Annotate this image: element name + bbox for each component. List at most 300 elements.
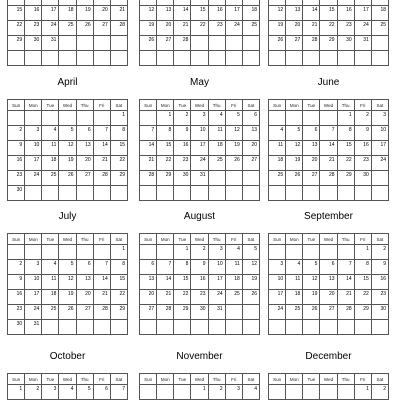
day-cell xyxy=(93,51,110,66)
day-cell xyxy=(76,51,93,66)
weekday-header-row xyxy=(269,234,389,245)
day-cell: 15 xyxy=(157,141,174,156)
day-cell: 17 xyxy=(354,6,371,21)
day-cell: 6 xyxy=(93,385,110,400)
day-cell: 28 xyxy=(93,171,110,186)
day-cell: 16 xyxy=(337,6,354,21)
day-cell: 17 xyxy=(42,6,59,21)
day-cell: 20 xyxy=(76,156,93,171)
day-cell xyxy=(354,320,371,335)
weekday-label: Fri xyxy=(225,100,242,111)
month-grid xyxy=(268,373,389,400)
day-cell: 17 xyxy=(225,6,242,21)
month-calendar-oct xyxy=(7,351,128,400)
day-cell: 18 xyxy=(59,6,76,21)
month-grid xyxy=(7,233,128,335)
day-cell xyxy=(269,385,286,400)
month-title: November xyxy=(176,351,223,362)
day-cell: 14 xyxy=(337,275,354,290)
day-cell: 22 xyxy=(110,290,127,305)
day-cell xyxy=(320,51,337,66)
day-cell: 5 xyxy=(76,385,93,400)
week-row xyxy=(140,305,260,320)
day-cell xyxy=(337,245,354,260)
day-cell: 1 xyxy=(337,111,354,126)
day-cell: 15 xyxy=(8,6,25,21)
month-grid xyxy=(7,99,128,201)
day-cell: 26 xyxy=(303,305,320,320)
day-cell xyxy=(269,111,286,126)
day-cell: 29 xyxy=(8,36,25,51)
day-cell: 1 xyxy=(191,385,208,400)
day-cell: 27 xyxy=(242,156,259,171)
week-row xyxy=(269,385,389,400)
day-cell xyxy=(25,186,42,201)
weekday-header-row xyxy=(269,374,389,385)
day-cell: 21 xyxy=(110,6,127,21)
day-cell: 6 xyxy=(76,260,93,275)
day-cell: 25 xyxy=(286,305,303,320)
day-cell: 27 xyxy=(140,305,157,320)
weekday-label: Sun xyxy=(269,100,286,111)
weekday-label: Sun xyxy=(269,234,286,245)
day-cell: 27 xyxy=(76,305,93,320)
day-cell: 20 xyxy=(286,21,303,36)
week-row xyxy=(140,141,260,156)
day-cell: 30 xyxy=(354,171,371,186)
day-cell: 2 xyxy=(354,111,371,126)
day-cell: 18 xyxy=(242,6,259,21)
day-cell xyxy=(191,320,208,335)
day-cell: 20 xyxy=(303,156,320,171)
day-cell xyxy=(242,51,259,66)
day-cell xyxy=(110,51,127,66)
weekday-label: Mon xyxy=(157,100,174,111)
week-row xyxy=(8,36,128,51)
day-cell xyxy=(242,186,259,201)
day-cell: 17 xyxy=(371,141,388,156)
day-cell: 29 xyxy=(157,171,174,186)
day-cell: 6 xyxy=(320,260,337,275)
day-cell xyxy=(174,51,191,66)
month-title: September xyxy=(304,211,353,222)
month-calendar-jul xyxy=(7,211,128,335)
day-cell: 11 xyxy=(225,260,242,275)
day-cell: 13 xyxy=(76,141,93,156)
weekday-label: Sun xyxy=(269,374,286,385)
day-cell: 21 xyxy=(337,290,354,305)
day-cell: 3 xyxy=(225,385,242,400)
day-cell: 25 xyxy=(225,290,242,305)
day-cell: 15 xyxy=(320,6,337,21)
day-cell xyxy=(191,51,208,66)
day-cell: 5 xyxy=(303,260,320,275)
day-cell: 31 xyxy=(208,305,225,320)
day-cell xyxy=(140,186,157,201)
day-cell: 15 xyxy=(110,275,127,290)
day-cell: 1 xyxy=(8,385,25,400)
day-cell: 2 xyxy=(371,245,388,260)
week-row xyxy=(8,275,128,290)
day-cell xyxy=(225,51,242,66)
week-row xyxy=(269,290,389,305)
day-cell xyxy=(303,51,320,66)
day-cell: 3 xyxy=(25,260,42,275)
day-cell: 17 xyxy=(25,156,42,171)
day-cell xyxy=(320,385,337,400)
day-cell: 12 xyxy=(269,6,286,21)
weekday-label: Mon xyxy=(157,374,174,385)
day-cell: 7 xyxy=(320,126,337,141)
month-grid xyxy=(139,233,260,335)
day-cell xyxy=(8,111,25,126)
day-cell: 23 xyxy=(208,21,225,36)
month-grid xyxy=(7,0,128,66)
day-cell: 9 xyxy=(174,126,191,141)
day-cell xyxy=(140,111,157,126)
day-cell xyxy=(337,186,354,201)
day-cell: 12 xyxy=(286,141,303,156)
day-cell: 16 xyxy=(354,141,371,156)
week-row xyxy=(140,51,260,66)
weekday-label: Thu xyxy=(208,374,225,385)
week-row xyxy=(269,156,389,171)
week-row xyxy=(269,305,389,320)
month-calendar-feb xyxy=(139,0,260,66)
day-cell: 3 xyxy=(42,385,59,400)
month-grid xyxy=(139,373,260,400)
day-cell xyxy=(242,171,259,186)
day-cell xyxy=(225,305,242,320)
day-cell: 27 xyxy=(76,171,93,186)
day-cell xyxy=(225,36,242,51)
week-row xyxy=(8,156,128,171)
day-cell: 16 xyxy=(8,156,25,171)
day-cell xyxy=(110,186,127,201)
weekday-label: Fri xyxy=(354,374,371,385)
day-cell: 15 xyxy=(110,141,127,156)
day-cell: 4 xyxy=(242,385,259,400)
weekday-label: Tue xyxy=(42,374,59,385)
day-cell: 4 xyxy=(286,260,303,275)
day-cell: 7 xyxy=(93,126,110,141)
week-row xyxy=(8,51,128,66)
day-cell xyxy=(93,111,110,126)
weekday-label: Sat xyxy=(242,100,259,111)
day-cell xyxy=(269,245,286,260)
day-cell: 21 xyxy=(320,156,337,171)
day-cell: 27 xyxy=(320,305,337,320)
week-row xyxy=(269,36,389,51)
week-row xyxy=(8,290,128,305)
day-cell: 24 xyxy=(25,171,42,186)
day-cell: 18 xyxy=(225,275,242,290)
weekday-label: Thu xyxy=(76,234,93,245)
day-cell xyxy=(8,245,25,260)
week-row xyxy=(140,156,260,171)
day-cell xyxy=(59,111,76,126)
day-cell: 26 xyxy=(225,156,242,171)
day-cell: 7 xyxy=(140,126,157,141)
day-cell xyxy=(371,36,388,51)
day-cell: 25 xyxy=(42,171,59,186)
day-cell: 14 xyxy=(93,275,110,290)
day-cell: 18 xyxy=(371,6,388,21)
day-cell: 18 xyxy=(208,141,225,156)
day-cell: 1 xyxy=(110,245,127,260)
day-cell: 22 xyxy=(174,290,191,305)
week-row xyxy=(269,260,389,275)
day-cell: 6 xyxy=(242,111,259,126)
week-row xyxy=(269,171,389,186)
day-cell xyxy=(59,245,76,260)
week-row xyxy=(8,305,128,320)
day-cell: 5 xyxy=(59,260,76,275)
weekday-label: Sat xyxy=(110,100,127,111)
day-cell: 26 xyxy=(140,36,157,51)
day-cell: 7 xyxy=(157,260,174,275)
day-cell: 19 xyxy=(225,141,242,156)
day-cell: 29 xyxy=(354,305,371,320)
day-cell xyxy=(93,245,110,260)
week-row xyxy=(8,186,128,201)
week-row xyxy=(269,186,389,201)
day-cell: 28 xyxy=(303,36,320,51)
weekday-label: Sun xyxy=(140,234,157,245)
day-cell: 8 xyxy=(110,260,127,275)
day-cell: 4 xyxy=(225,245,242,260)
month-grid xyxy=(139,0,260,66)
week-row xyxy=(8,126,128,141)
day-cell: 5 xyxy=(242,245,259,260)
week-row xyxy=(140,290,260,305)
day-cell xyxy=(93,320,110,335)
week-row xyxy=(140,111,260,126)
month-title: May xyxy=(190,77,209,88)
day-cell xyxy=(242,305,259,320)
day-cell: 4 xyxy=(208,111,225,126)
day-cell: 3 xyxy=(269,260,286,275)
day-cell: 9 xyxy=(371,260,388,275)
day-cell: 30 xyxy=(8,186,25,201)
week-row xyxy=(140,245,260,260)
day-cell: 2 xyxy=(8,260,25,275)
day-cell: 4 xyxy=(269,126,286,141)
day-cell xyxy=(76,245,93,260)
weekday-label: Tue xyxy=(42,100,59,111)
day-cell: 29 xyxy=(337,171,354,186)
day-cell: 25 xyxy=(59,21,76,36)
day-cell: 3 xyxy=(208,245,225,260)
day-cell: 17 xyxy=(208,275,225,290)
weekday-label: Mon xyxy=(286,374,303,385)
day-cell xyxy=(25,245,42,260)
month-grid xyxy=(268,0,389,66)
weekday-label: Tue xyxy=(174,374,191,385)
day-cell: 22 xyxy=(320,21,337,36)
day-cell: 31 xyxy=(25,320,42,335)
weekday-label: Thu xyxy=(76,100,93,111)
day-cell: 12 xyxy=(59,141,76,156)
day-cell: 5 xyxy=(286,126,303,141)
day-cell xyxy=(140,245,157,260)
day-cell xyxy=(191,36,208,51)
day-cell: 18 xyxy=(42,290,59,305)
day-cell: 19 xyxy=(59,290,76,305)
day-cell: 10 xyxy=(208,260,225,275)
day-cell: 19 xyxy=(303,290,320,305)
day-cell: 1 xyxy=(110,111,127,126)
weekday-label: Wed xyxy=(59,100,76,111)
day-cell xyxy=(337,320,354,335)
weekday-label: Thu xyxy=(76,374,93,385)
day-cell: 21 xyxy=(140,156,157,171)
weekday-header-row xyxy=(269,100,389,111)
day-cell: 19 xyxy=(59,156,76,171)
day-cell: 23 xyxy=(8,171,25,186)
day-cell: 31 xyxy=(354,36,371,51)
day-cell: 6 xyxy=(303,126,320,141)
day-cell xyxy=(25,51,42,66)
day-cell: 18 xyxy=(269,156,286,171)
day-cell: 29 xyxy=(320,36,337,51)
day-cell: 19 xyxy=(76,6,93,21)
weekday-label: Mon xyxy=(25,100,42,111)
day-cell: 8 xyxy=(157,126,174,141)
day-cell: 14 xyxy=(320,141,337,156)
weekday-label: Wed xyxy=(320,374,337,385)
day-cell xyxy=(286,320,303,335)
day-cell: 24 xyxy=(371,156,388,171)
week-row xyxy=(8,245,128,260)
weekday-label: Thu xyxy=(337,374,354,385)
day-cell: 2 xyxy=(174,111,191,126)
day-cell xyxy=(303,111,320,126)
day-cell: 11 xyxy=(269,141,286,156)
day-cell: 10 xyxy=(371,126,388,141)
day-cell xyxy=(42,111,59,126)
weekday-label: Thu xyxy=(337,100,354,111)
day-cell xyxy=(42,245,59,260)
day-cell: 1 xyxy=(174,245,191,260)
day-cell xyxy=(303,385,320,400)
day-cell: 11 xyxy=(42,275,59,290)
day-cell: 14 xyxy=(93,141,110,156)
week-row xyxy=(269,51,389,66)
day-cell: 13 xyxy=(76,275,93,290)
day-cell: 13 xyxy=(303,141,320,156)
day-cell: 1 xyxy=(354,245,371,260)
month-calendar-nov xyxy=(139,351,260,400)
day-cell: 26 xyxy=(242,290,259,305)
day-cell: 19 xyxy=(140,21,157,36)
weekday-header-row xyxy=(8,234,128,245)
day-cell: 12 xyxy=(303,275,320,290)
month-title: December xyxy=(305,351,352,362)
weekday-label: Mon xyxy=(286,234,303,245)
day-cell: 1 xyxy=(157,111,174,126)
day-cell: 23 xyxy=(174,156,191,171)
day-cell: 27 xyxy=(303,171,320,186)
week-row xyxy=(140,320,260,335)
day-cell xyxy=(337,51,354,66)
day-cell: 20 xyxy=(76,290,93,305)
day-cell xyxy=(225,171,242,186)
weekday-label: Tue xyxy=(174,100,191,111)
day-cell: 26 xyxy=(59,305,76,320)
day-cell xyxy=(110,320,127,335)
week-row xyxy=(269,111,389,126)
weekday-label: Wed xyxy=(191,234,208,245)
weekday-label: Sat xyxy=(371,374,388,385)
day-cell: 25 xyxy=(42,305,59,320)
week-row xyxy=(269,245,389,260)
day-cell xyxy=(225,320,242,335)
day-cell xyxy=(157,320,174,335)
day-cell: 25 xyxy=(269,171,286,186)
day-cell: 30 xyxy=(8,320,25,335)
day-cell: 18 xyxy=(286,290,303,305)
day-cell: 10 xyxy=(25,275,42,290)
day-cell: 30 xyxy=(371,305,388,320)
day-cell xyxy=(320,245,337,260)
day-cell: 21 xyxy=(174,21,191,36)
day-cell: 28 xyxy=(157,305,174,320)
day-cell: 7 xyxy=(93,260,110,275)
day-cell xyxy=(269,320,286,335)
day-cell xyxy=(225,186,242,201)
weekday-header-row xyxy=(140,100,260,111)
day-cell: 29 xyxy=(174,305,191,320)
day-cell: 23 xyxy=(337,21,354,36)
day-cell: 10 xyxy=(191,126,208,141)
weekday-label: Sun xyxy=(8,100,25,111)
day-cell: 4 xyxy=(42,260,59,275)
weekday-label: Sun xyxy=(8,234,25,245)
weekday-label: Fri xyxy=(225,374,242,385)
day-cell xyxy=(59,186,76,201)
day-cell: 16 xyxy=(174,141,191,156)
day-cell xyxy=(337,385,354,400)
week-row xyxy=(269,126,389,141)
day-cell: 22 xyxy=(8,21,25,36)
day-cell: 11 xyxy=(286,275,303,290)
day-cell: 13 xyxy=(286,6,303,21)
weekday-label: Tue xyxy=(42,234,59,245)
day-cell: 27 xyxy=(286,36,303,51)
month-calendar-may xyxy=(139,77,260,201)
day-cell: 12 xyxy=(242,260,259,275)
day-cell: 27 xyxy=(93,21,110,36)
day-cell: 14 xyxy=(174,6,191,21)
weekday-label: Mon xyxy=(157,234,174,245)
day-cell: 23 xyxy=(25,21,42,36)
month-title: July xyxy=(58,211,77,222)
weekday-label: Wed xyxy=(320,234,337,245)
day-cell: 29 xyxy=(110,171,127,186)
weekday-label: Sat xyxy=(110,374,127,385)
day-cell xyxy=(174,320,191,335)
week-row xyxy=(269,141,389,156)
day-cell: 23 xyxy=(354,156,371,171)
day-cell: 6 xyxy=(140,260,157,275)
weekday-label: Fri xyxy=(93,100,110,111)
day-cell xyxy=(208,36,225,51)
day-cell xyxy=(208,186,225,201)
weekday-label: Thu xyxy=(208,234,225,245)
day-cell: 30 xyxy=(25,36,42,51)
day-cell xyxy=(174,385,191,400)
